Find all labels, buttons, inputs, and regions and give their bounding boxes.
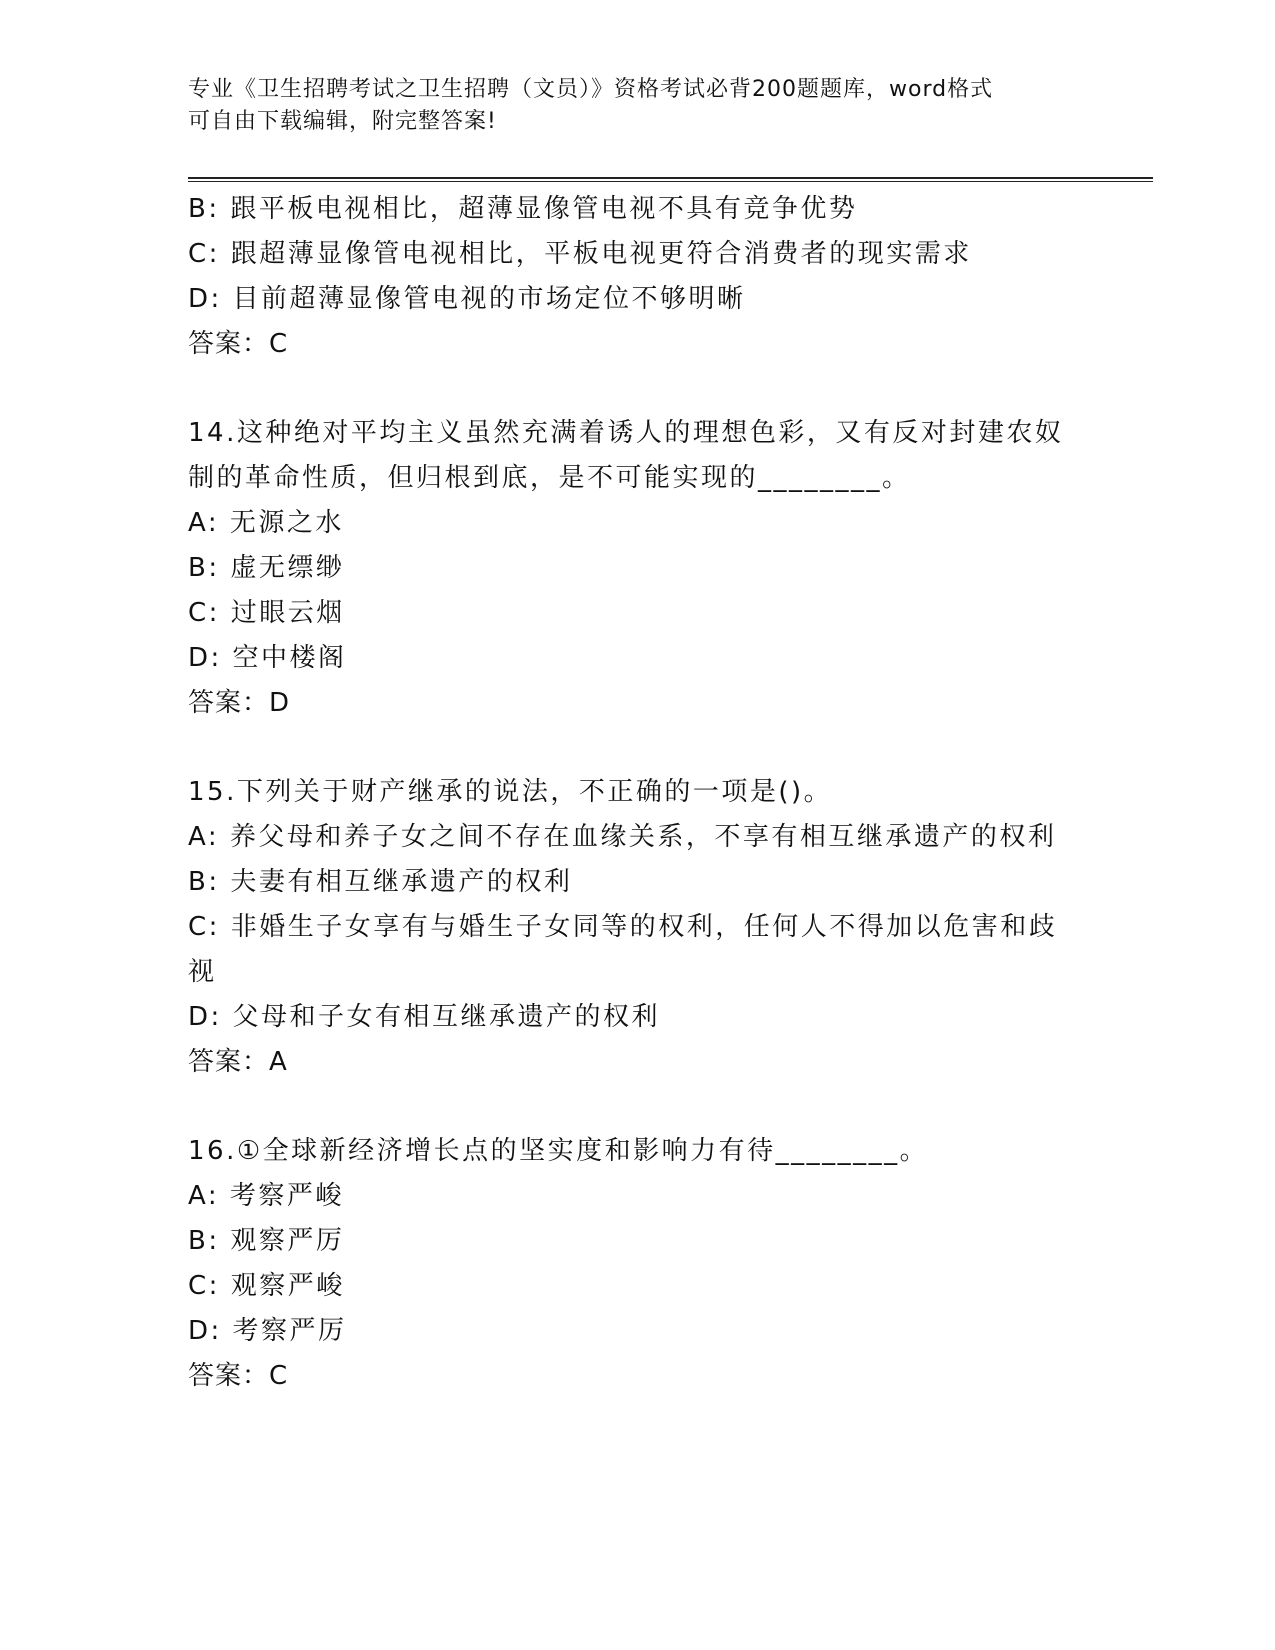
answer-label: 答案： bbox=[188, 1047, 270, 1077]
option-key: C: bbox=[188, 1271, 220, 1301]
answer-value: C bbox=[269, 329, 289, 359]
option-key: B: bbox=[188, 1226, 220, 1256]
header-divider bbox=[188, 177, 1153, 182]
option-c bbox=[188, 591, 1088, 636]
option-d bbox=[188, 1309, 1088, 1354]
answer-line bbox=[188, 1354, 1088, 1399]
option-text: 夫妻有相互继承遗产的权利 bbox=[230, 867, 573, 897]
option-b bbox=[188, 187, 1088, 232]
option-text: 非婚生子女享有与婚生子女同等的权利，任何人不得加以危害和歧 bbox=[230, 912, 1058, 942]
question-16 bbox=[188, 1129, 1088, 1399]
option-d bbox=[188, 995, 1088, 1040]
option-text: 考察严厉 bbox=[232, 1316, 347, 1346]
option-text: 考察严峻 bbox=[229, 1181, 344, 1211]
option-text: 跟平板电视相比，超薄显像管电视不具有竞争优势 bbox=[230, 194, 858, 224]
option-c bbox=[188, 1264, 1088, 1309]
option-text: 跟超薄显像管电视相比，平板电视更符合消费者的现实需求 bbox=[230, 239, 972, 269]
answer-value: C bbox=[269, 1361, 289, 1391]
option-key: C: bbox=[188, 239, 220, 269]
option-text: 过眼云烟 bbox=[230, 598, 345, 628]
question-stem-line: 15.下列关于财产继承的说法，不正确的一项是()。 bbox=[188, 777, 833, 807]
question-stem-line: 制的革命性质，但归根到底，是不可能实现的________。 bbox=[188, 463, 911, 493]
option-text: 观察严厉 bbox=[230, 1226, 345, 1256]
option-text: 观察严峻 bbox=[230, 1271, 345, 1301]
spacer bbox=[188, 367, 1088, 411]
option-d bbox=[188, 636, 1088, 681]
option-d bbox=[188, 277, 1088, 322]
question-stem-line: 14.这种绝对平均主义虽然充满着诱人的理想色彩，又有反对封建农奴 bbox=[188, 418, 1064, 448]
answer-value: A bbox=[269, 1047, 288, 1077]
answer-label: 答案： bbox=[188, 329, 270, 359]
option-c bbox=[188, 905, 1088, 950]
option-key: D: bbox=[188, 1002, 222, 1032]
option-key: A: bbox=[188, 1181, 220, 1211]
answer-label: 答案： bbox=[188, 688, 270, 718]
spacer bbox=[188, 726, 1088, 770]
option-key: A: bbox=[188, 822, 220, 852]
option-c-continuation: 视 bbox=[188, 957, 217, 987]
option-key: B: bbox=[188, 194, 220, 224]
option-key: C: bbox=[188, 598, 220, 628]
option-key: D: bbox=[188, 1316, 222, 1346]
option-key: D: bbox=[188, 643, 222, 673]
question-stem-line: 16.①全球新经济增长点的坚实度和影响力有待________。 bbox=[188, 1136, 929, 1166]
header-title-line-2: 可自由下载编辑，附完整答案! bbox=[188, 109, 497, 134]
option-text: 空中楼阁 bbox=[232, 643, 347, 673]
option-key: C: bbox=[188, 912, 220, 942]
header-title-line-1: 专业《卫生招聘考试之卫生招聘（文员）》资格考试必背200题题库，word格式 bbox=[188, 77, 994, 102]
answer-label: 答案： bbox=[188, 1361, 270, 1391]
question-15 bbox=[188, 770, 1088, 1085]
option-c bbox=[188, 232, 1088, 277]
answer-value: D bbox=[269, 688, 291, 718]
option-b bbox=[188, 546, 1088, 591]
option-a bbox=[188, 501, 1088, 546]
answer-line bbox=[188, 322, 1088, 367]
option-text: 养父母和养子女之间不存在血缘关系，不享有相互继承遗产的权利 bbox=[229, 822, 1057, 852]
spacer bbox=[188, 1085, 1088, 1129]
answer-line bbox=[188, 681, 1088, 726]
option-text: 虚无缥缈 bbox=[230, 553, 345, 583]
option-text: 父母和子女有相互继承遗产的权利 bbox=[232, 1002, 661, 1032]
option-key: A: bbox=[188, 508, 220, 538]
answer-line bbox=[188, 1040, 1088, 1085]
option-a bbox=[188, 1174, 1088, 1219]
question-content bbox=[188, 187, 1088, 1399]
option-text: 无源之水 bbox=[229, 508, 344, 538]
option-key: B: bbox=[188, 867, 220, 897]
option-key: D: bbox=[188, 284, 222, 314]
prev-question-block bbox=[188, 187, 1088, 367]
option-b bbox=[188, 860, 1088, 905]
option-text: 目前超薄显像管电视的市场定位不够明晰 bbox=[232, 284, 746, 314]
question-14 bbox=[188, 411, 1088, 726]
option-b bbox=[188, 1219, 1088, 1264]
document-header bbox=[188, 74, 1088, 138]
option-key: B: bbox=[188, 553, 220, 583]
option-a bbox=[188, 815, 1088, 860]
